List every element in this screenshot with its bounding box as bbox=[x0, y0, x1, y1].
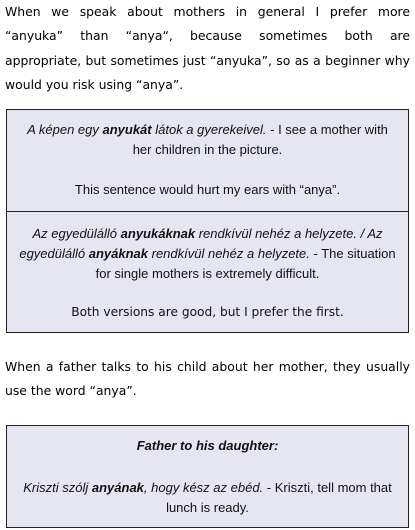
english-translation: - The situation for single mothers is extremely difficult. bbox=[95, 246, 396, 281]
example-sentence bbox=[7, 224, 408, 284]
example-sentence bbox=[7, 478, 408, 518]
example-comment: This sentence would hurt my ears with “anya”. bbox=[74, 182, 341, 197]
hungarian-text: Kriszti szólj bbox=[23, 480, 92, 495]
example-sentence bbox=[7, 120, 408, 160]
father-paragraph: When a father talks to his child about her mother, they usually use the word “anya”. bbox=[5, 359, 410, 399]
intro-paragraph: When we speak about mothers in general I prefer more “anyuka” than “anya“, because sometimes both are appropriate, but sometimes just “anyuka”, so as a beginner why would you risk using “anya”. bbox=[5, 4, 410, 92]
english-translation: - Kriszti, tell mom that lunch is ready. bbox=[166, 480, 392, 515]
hungarian-text: rendkívül nehéz a helyzete. bbox=[148, 246, 310, 261]
hungarian-text: Az egyedülálló bbox=[19, 226, 383, 261]
highlighted-word: anyának bbox=[91, 480, 144, 495]
hungarian-text: látok a gyerekeivel. bbox=[151, 122, 267, 137]
example-box-single-mothers bbox=[6, 211, 409, 333]
example-heading: Father to his daughter: bbox=[136, 438, 279, 453]
hungarian-text: rendkívül nehéz a helyzete. / bbox=[195, 226, 368, 241]
hungarian-text: , hogy kész az ebéd. bbox=[143, 480, 264, 495]
highlighted-word: anyukáknak bbox=[120, 226, 196, 241]
highlighted-word: anyáknak bbox=[88, 246, 148, 261]
highlighted-word: anyukát bbox=[102, 122, 152, 137]
hungarian-text: A képen egy bbox=[27, 122, 103, 137]
example-comment: Both versions are good, but I prefer the first. bbox=[71, 305, 344, 319]
example-box-mother-picture bbox=[6, 109, 409, 212]
english-translation: - I see a mother with her children in the picture. bbox=[132, 122, 388, 157]
example-box-father-daughter bbox=[6, 425, 409, 528]
hungarian-text: Az egyedülálló bbox=[32, 226, 121, 241]
